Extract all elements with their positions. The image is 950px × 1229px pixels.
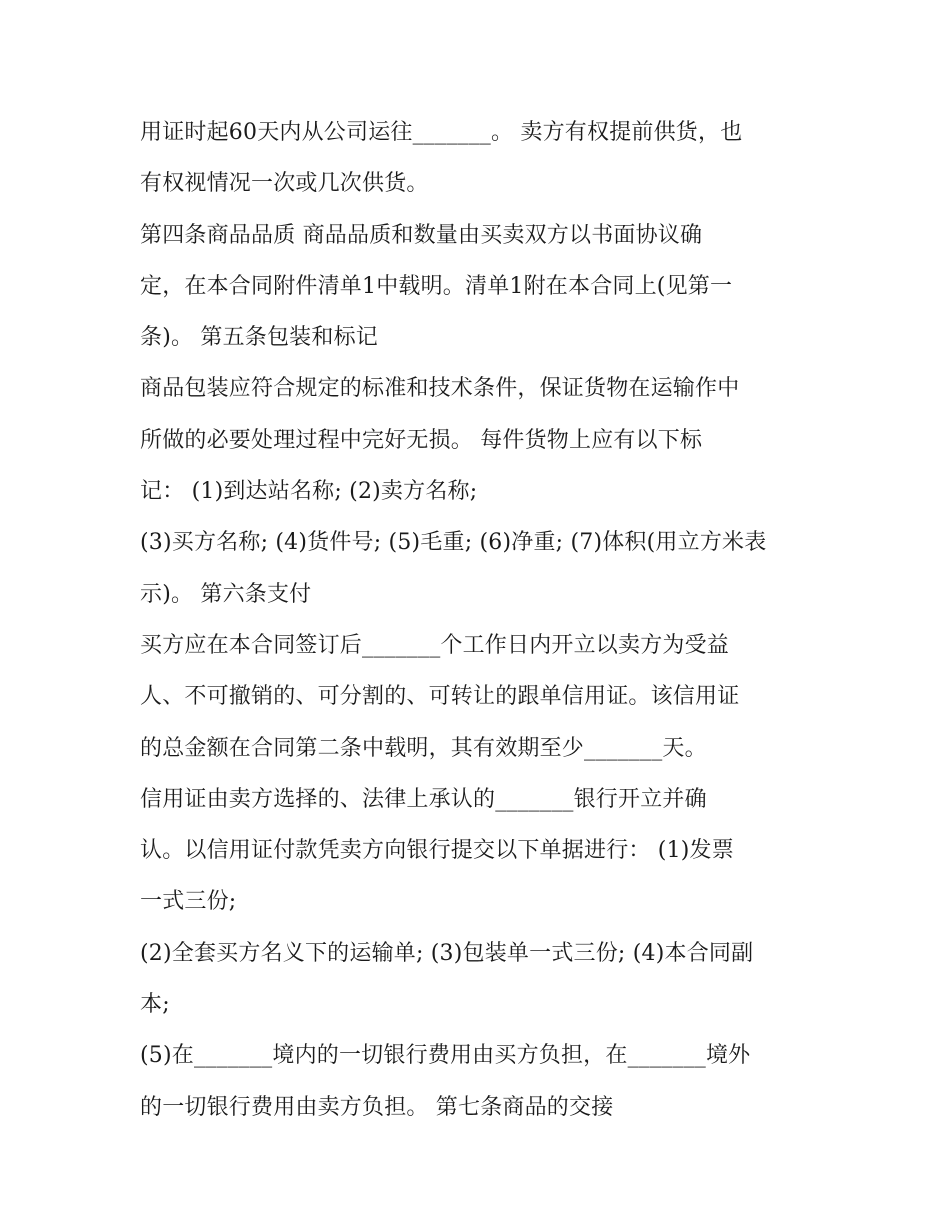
contract-text-block [140,107,820,1133]
article-heading-line: 示)。 第六条支付 [140,581,312,607]
article-heading-line: 条)。 第五条包装和标记 [140,325,378,351]
article-heading-line: 的一切银行费用由卖方负担。 第七条商品的交接 [140,1094,614,1120]
text-line: 信用证由卖方选择的、法律上承认的_______银行开立并确 [140,786,707,812]
text-line: (5)在_______境内的一切银行费用由买方负担，在_______境外 [140,1043,751,1069]
text-line: 认。以信用证付款凭卖方向银行提交以下单据进行： (1)发票 [140,838,734,864]
text-line: 定，在本合同附件清单1中载明。清单1附在本合同上(见第一 [140,273,733,299]
text-line: 买方应在本合同签订后_______个工作日内开立以卖方为受益 [140,632,730,658]
text-line: 人、不可撤销的、可分割的、可转让的跟单信用证。该信用证 [140,684,740,710]
text-line: 本; [140,992,170,1018]
text-line: (3)买方名称; (4)货件号; (5)毛重; (6)净重; (7)体积(用立方米表 [140,530,767,556]
text-line: 一式三份; [140,889,237,915]
text-line: 有权视情况一次或几次供货。 [140,171,429,197]
text-line: 用证时起60天内从公司运往_______。 卖方有权提前供货，也 [140,120,743,145]
article-heading-line: 第四条商品品质 商品品质和数量由买卖双方以书面协议确 [140,222,703,248]
text-line: 所做的必要处理过程中完好无损。 每件货物上应有以下标 [140,427,703,453]
text-line: 商品包装应符合规定的标准和技术条件，保证货物在运输作中 [140,376,740,402]
text-line: (2)全套买方名义下的运输单; (3)包装单一式三份; (4)本合同副 [140,940,754,966]
text-line: 的总金额在合同第二条中载明，其有效期至少_______天。 [140,735,707,761]
text-line: 记： (1)到达站名称; (2)卖方名称; [140,479,478,505]
